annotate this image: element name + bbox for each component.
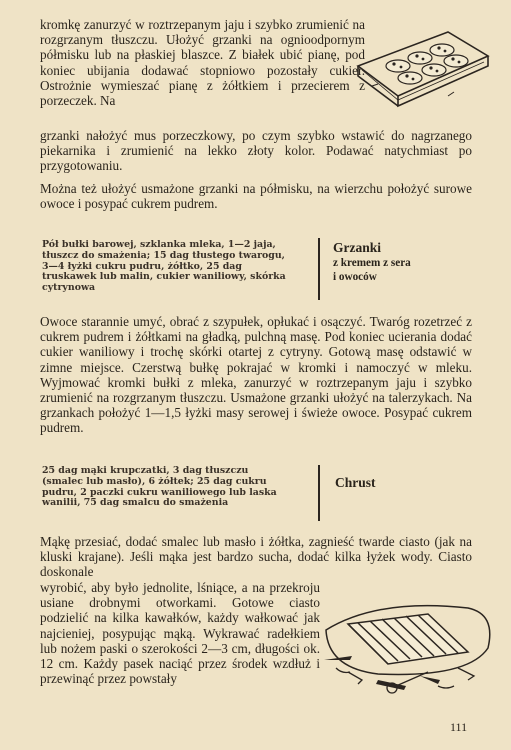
recipe-title-chrust [335, 475, 376, 491]
divider-bar [318, 465, 320, 521]
divider-bar [318, 238, 320, 300]
ingredients-chrust: 25 dag mąki krupczatki, 3 dag tłuszczu (smalec lub masło), 6 żółtek; 25 dag cukru pudru, 2 paczki cukru waniliowego lub laska wanilii, 75 dag smalcu do smażenia [42, 465, 277, 509]
paragraph-chrust-method-b: wyrobić, aby było jednolite, lśniące, a na przekroju usiane drobnymi otworkami. Gotowe ciasto podzielić na kilka kawałków, każdy wałkować jak najcieniej, posypując mąką. Wykrawać radełkiem lub nożem paski o szerokości 2—3 cm, długości ok. 12 cm. Każdy pasek naciąć przez środek wzdłuż i przewinąć przez powstały [40, 580, 320, 687]
pastry-cutting-illustration [318, 568, 498, 708]
recipe-subtitle-line1: z kremem z sera [333, 257, 411, 269]
page-number: 111 [450, 720, 468, 734]
ingredients-grzanki: Pół bułki barowej, szklanka mleka, 1—2 jaja, tłuszcz do smażenia; 15 dag tłustego twarogu, 3—4 łyżki cukru pudru, żółtko, 25 dag truskawek lub malin, cukier waniliowy, skórka cytrynowa [42, 239, 286, 294]
paragraph-chrust-method: Mąkę przesiać, dodać smalec lub masło i żółtka, zagnieść twarde ciasto (jak na kluski krajane). Jeśli mąka jest bardzo sucha, dodać kilka łyżek wody. Ciasto doskonale [40, 534, 472, 580]
recipe-subtitle-line2: i owoców [333, 271, 377, 283]
recipe-title-grzanki [333, 240, 411, 284]
paragraph-grzanki-method: Owoce starannie umyć, obrać z szypułek, opłukać i osączyć. Twaróg rozetrzeć z cukrem pudrem i żółtkami na gładką, pulchną masę. Pod koniec ucierania dodać cukier waniliowy i trochę skórki otartej z cytryny. Gotową masę odstawić w zimne miejsce. Czerstwą bułkę pokrajać w kromki i namoczyć w mleku. Wyjmować kromki bułki z mleka, zanurzyć w roztrzepanym jaju i szybko zrumienić na rozgrzanym tłuszczu. Usmażone grzanki ułożyć na talerzykach. Na grzankach położyć 1—1,5 łyżki masy serowej i świeże owoce. Posypać cukrem pudrem. [40, 314, 472, 436]
recipe-title: Chrust [335, 475, 376, 490]
paragraph-continuation: kromkę zanurzyć w roztrzepanym jaju i szybko zrumienić na rozgrzanym tłuszczu. Ułożyć grzanki na ognioodpornym półmisku lub na płaskiej blaszce. Z białek ubić pianę, pod koniec ubijania dodawać stopniowo pozostały cukier. Ostrożnie wymieszać pianę z żółtkiem i przecierem z porzeczek. Na [40, 17, 365, 109]
paragraph-continuation-b: grzanki nałożyć mus porzeczkowy, po czym szybko wstawić do nagrzanego piekarnika i zrumienić na lekko złoty kolor. Podawać natychmiast po przygotowaniu. [40, 128, 472, 174]
recipe-title: Grzanki [333, 240, 382, 255]
paragraph-serving-alternative: Można też ułożyć usmażone grzanki na półmisku, na wierzchu położyć surowe owoce i posypać cukrem pudrem. [40, 181, 472, 212]
baking-tray-illustration [352, 26, 492, 118]
